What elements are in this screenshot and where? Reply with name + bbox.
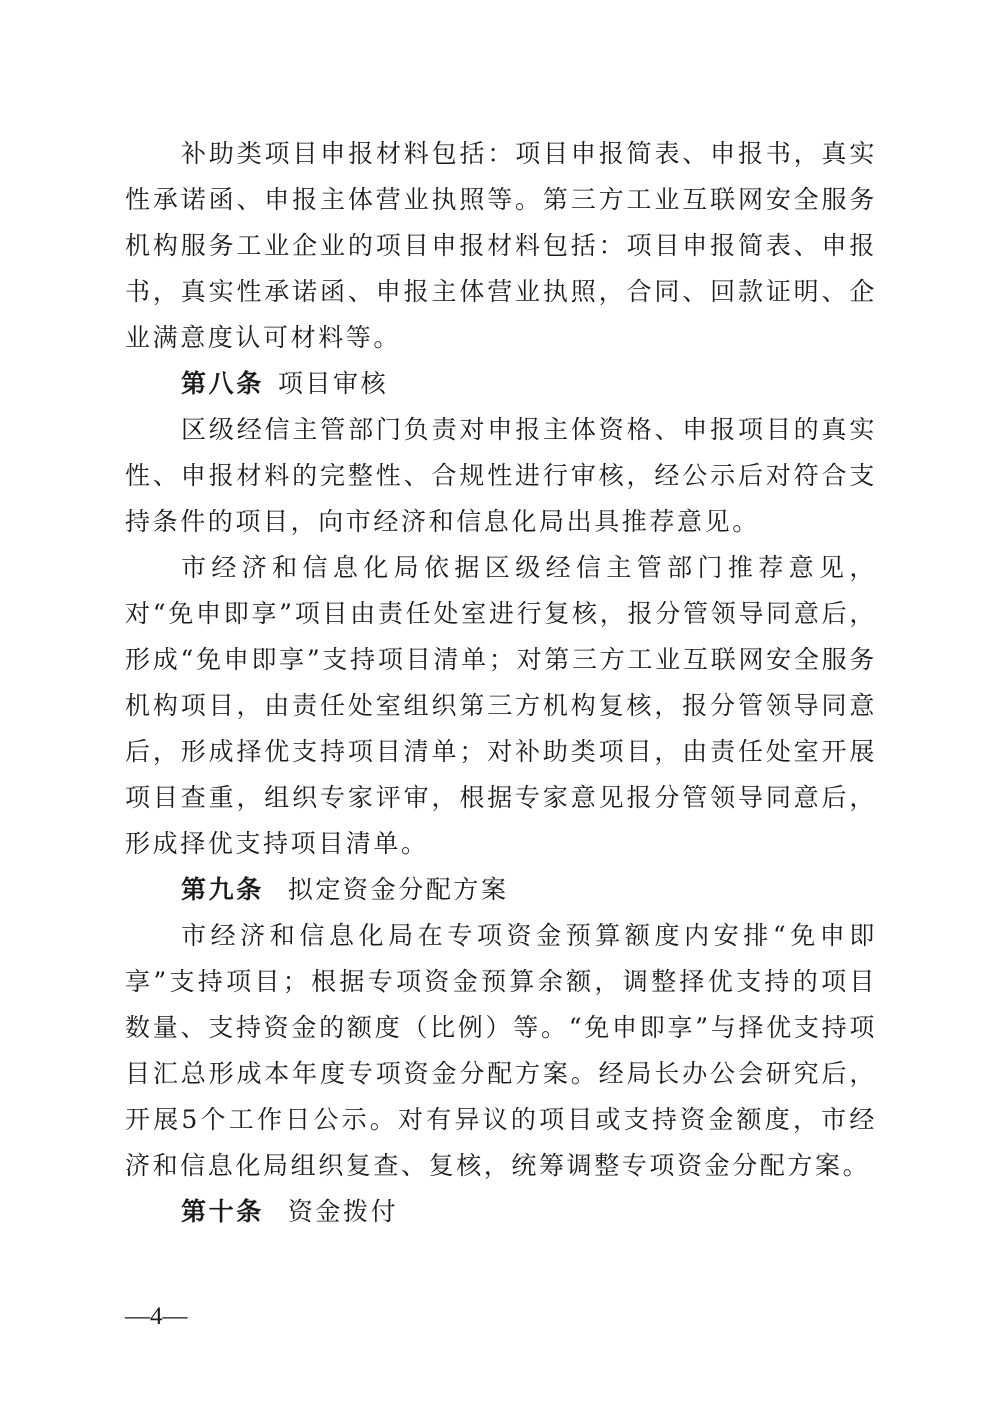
article-8-heading — [125, 361, 877, 407]
paragraph-district-review: 区级经信主管部门负责对申报主体资格、申报项目的真实性、申报材料的完整性、合规性进行审核，经公示后对符合支持条件的项目，向市经济和信息化局出具推荐意见。 — [125, 415, 877, 536]
article-9-heading — [125, 867, 877, 913]
article-8-title: 项目审核 — [277, 369, 389, 398]
article-9-number: 第九条 — [181, 875, 264, 904]
paragraph-application-materials: 补助类项目申报材料包括：项目申报简表、申报书，真实性承诺函、申报主体营业执照等。第三方工业互联网安全服务机构服务工业企业的项目申报材料包括：项目申报简表、申报书，真实性承诺函、申报主体营业执照，合同、回款证明、企业满意度认可材料等。 — [125, 139, 877, 352]
article-8-number: 第八条 — [181, 369, 264, 398]
paragraph-fund-allocation: 市经济和信息化局在专项资金预算额度内安排“免申即享”支持项目；根据专项资金预算余额，调整择优支持的项目数量、支持资金的额度（比例）等。“免申即享”与择优支持项目汇总形成本年度专项资金分配方案。经局长办公会研究后，开展5个工作日公示。对有异议的项目或支持资金额度，市经济和信息化局组织复查、复核，统筹调整专项资金分配方案。 — [125, 921, 877, 1180]
article-10-heading — [125, 1189, 877, 1235]
article-10-number: 第十条 — [181, 1197, 264, 1226]
article-10-title: 资金拨付 — [287, 1197, 399, 1226]
paragraph-city-review: 市经济和信息化局依据区级经信主管部门推荐意见，对“免申即享”项目由责任处室进行复核，报分管领导同意后，形成“免申即享”支持项目清单；对第三方工业互联网安全服务机构项目，由责任处室组织第三方机构复核，报分管领导同意后，形成择优支持项目清单；对补助类项目，由责任处室开展项目查重，组织专家评审，根据专家意见报分管领导同意后，形成择优支持项目清单。 — [125, 553, 877, 858]
document-body — [125, 131, 877, 1235]
article-9-title: 拟定资金分配方案 — [287, 875, 509, 904]
page-number: —4— — [125, 1303, 188, 1330]
